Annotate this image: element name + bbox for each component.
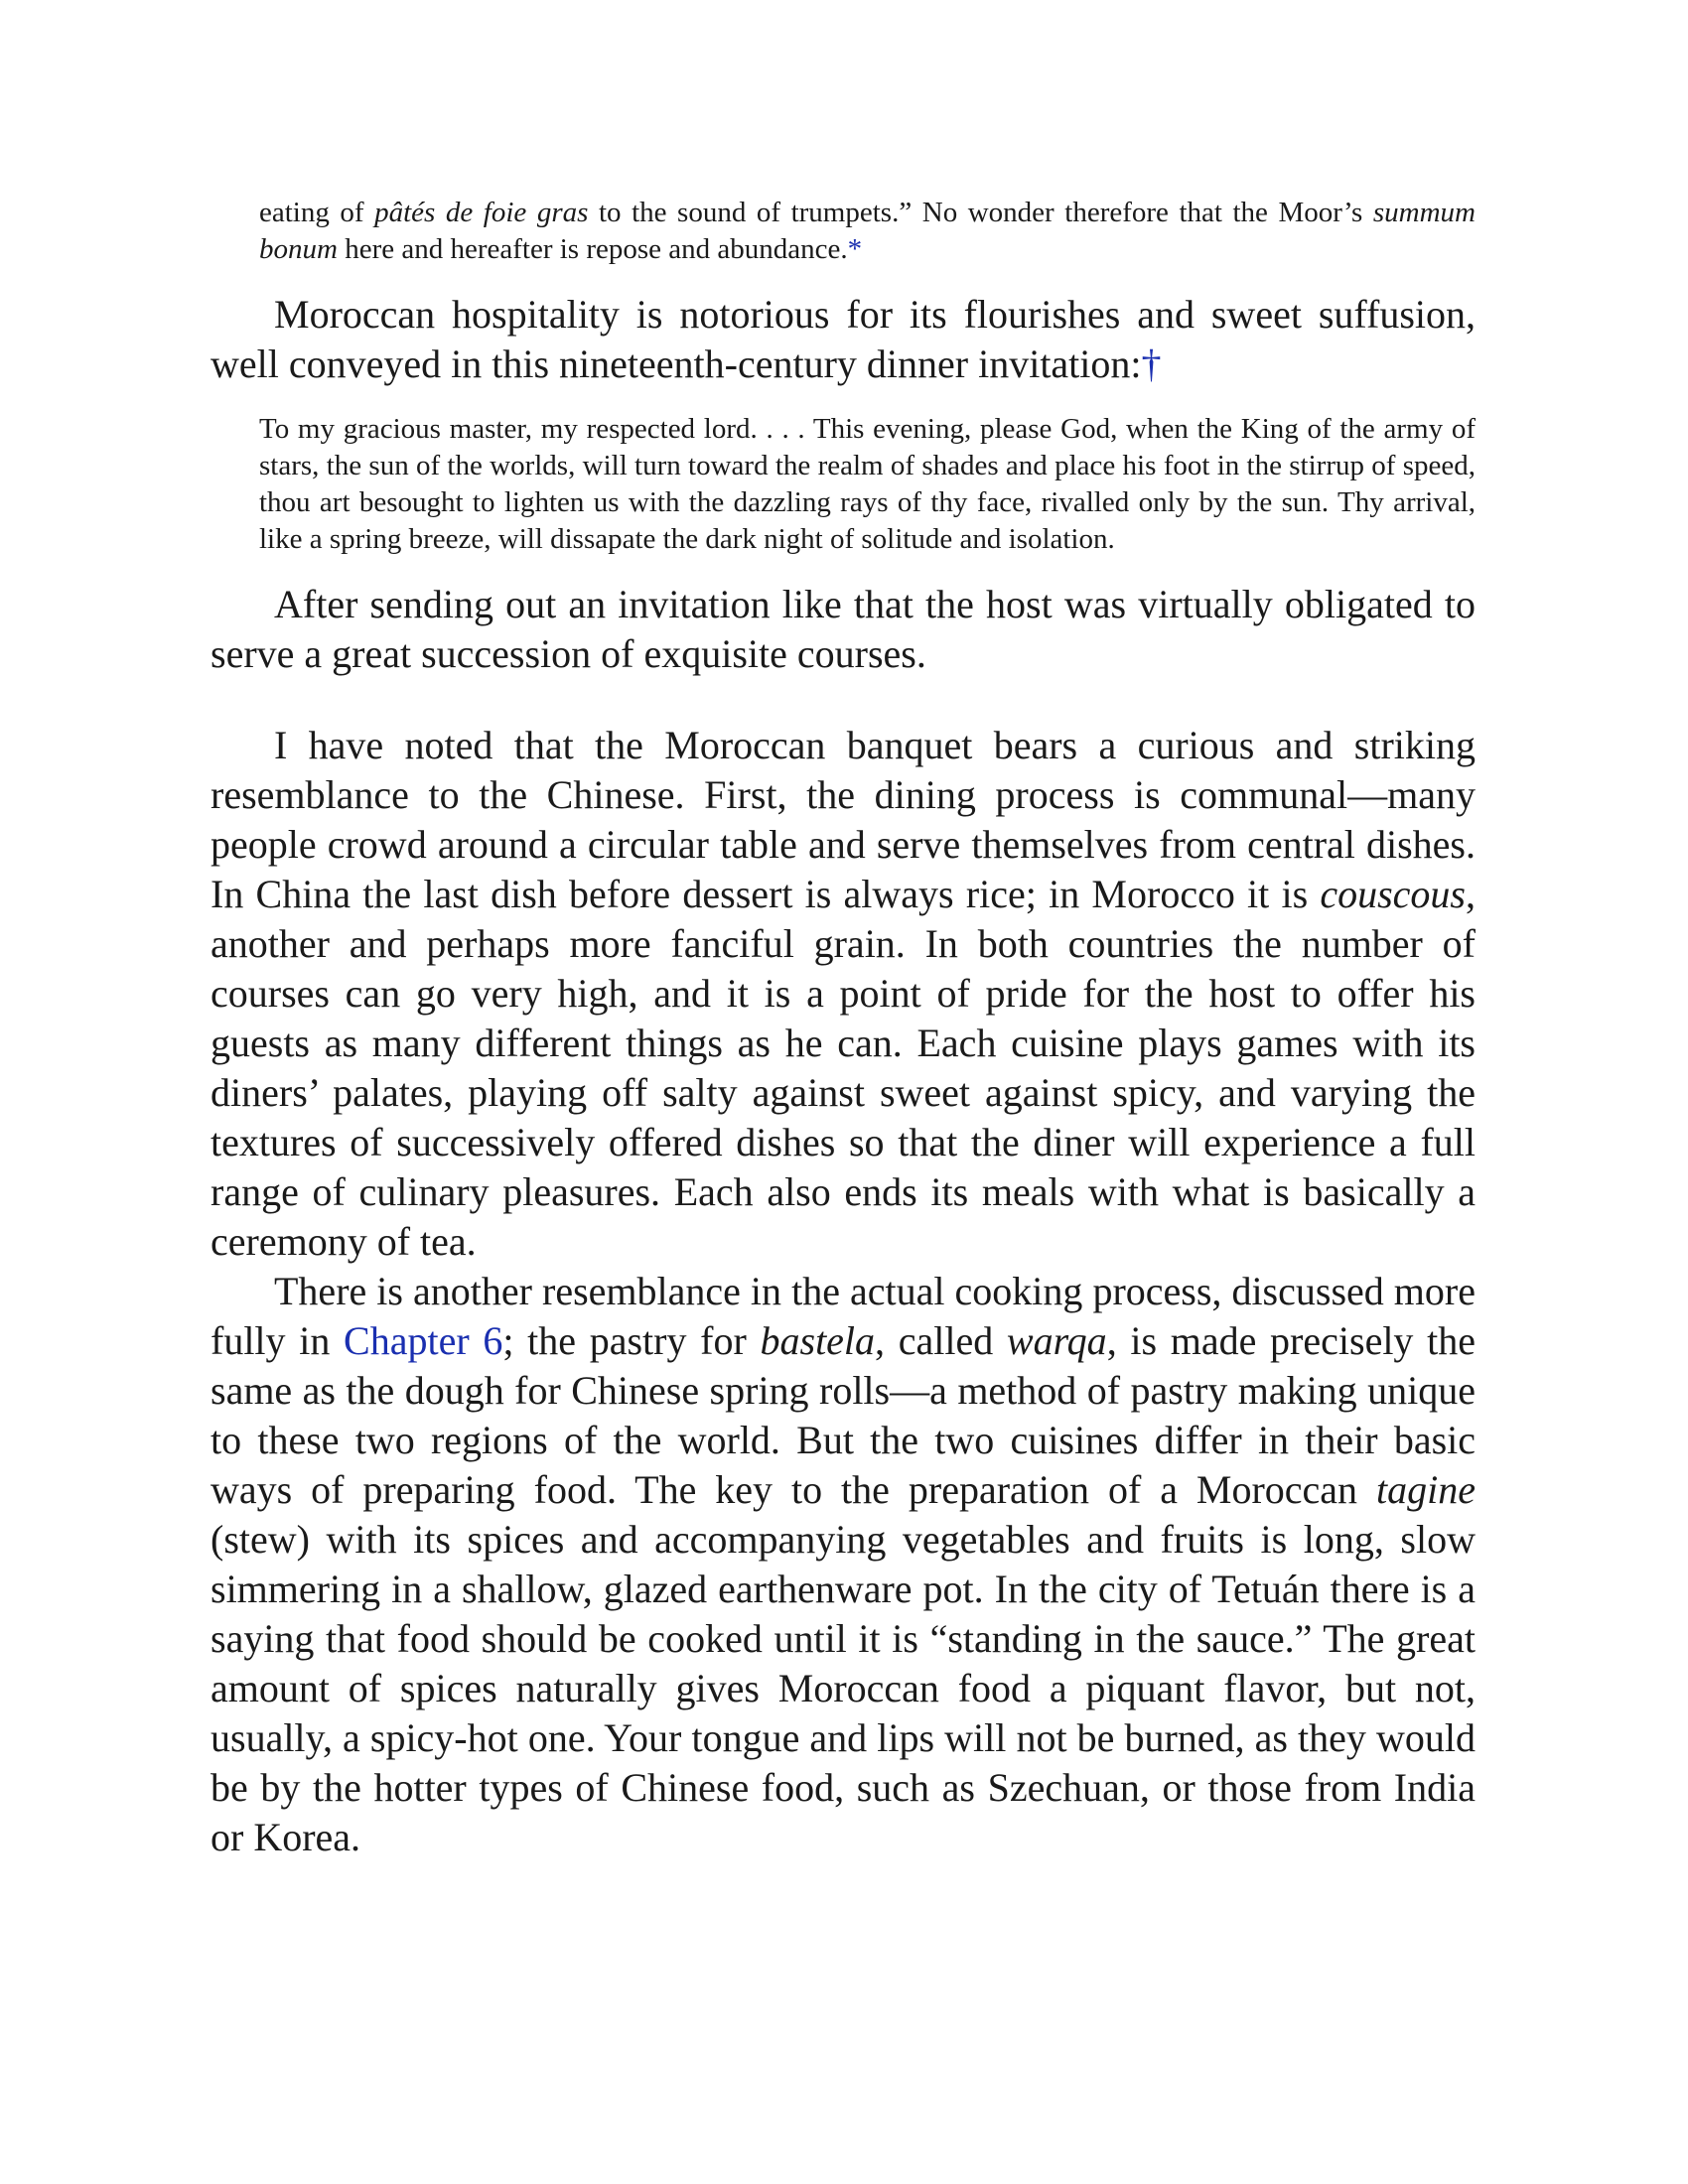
body-paragraph-cooking: There is another resemblance in the actual cooking process, discussed more fully in Chapter 6; the pastry for bastela, called warqa, is made precisely the same as the dough for Chinese spring rolls—a method of pastry making unique to these two regions of the world. But the two cuisines differ in their basic ways of preparing food. The key to the preparation of a Moroccan tagine (stew) with its spices and accompanying vegetables and fruits is long, slow simmering in a shallow, glazed earthenware pot. In the city of Tetuán there is a saying that food should be cooked until it is “standing in the sauce.” The great amount of spices naturally gives Moroccan food a piquant flavor, but not, usually, a spicy-hot one. Your tongue and lips will not be burned, as they would be by the hotter types of Chinese food, such as Szechuan, or those from India or Korea. — [211, 1269, 1476, 1859]
chapter-link[interactable]: Chapter 6 — [344, 1318, 503, 1363]
body-paragraph-invitation: After sending out an invitation like that the host was virtually obligated to serve a great succession of exquisite courses. — [211, 582, 1476, 676]
page-content — [211, 195, 1476, 1862]
body-paragraph-hospitality: Moroccan hospitality is notorious for its flourishes and sweet suffusion, well conveyed in this nineteenth-century dinner invitation:† — [211, 292, 1476, 386]
italic-phrase: tagine — [1376, 1467, 1476, 1512]
quote-paragraph: To my gracious master, my respected lord. . . . This evening, please God, when the King of the army of stars, the sun of the worlds, will turn toward the realm of shades and place his foot in the stirrup of speed, thou art besought to lighten us with the dazzling rays of thy face, rivalled only by the sun. Thy arrival, like a spring breeze, will dissapate the dark night of solitude and isolation. — [259, 413, 1476, 555]
body-paragraph-resemblance: I have noted that the Moroccan banquet bears a curious and striking resemblance to the Chinese. First, the dining process is communal—many people crowd around a circular table and serve themselves from central dishes. In China the last dish before dessert is always rice; in Morocco it is couscous, another and perhaps more fanciful grain. In both countries the number of courses can go very high, and it is a point of pride for the host to offer his guests as many different things as he can. Each cuisine plays games with its diners’ palates, playing off salty against sweet against spicy, and varying the textures of successively offered dishes so that the diner will experience a full range of culinary pleasures. Each also ends its meals with what is basically a ceremony of tea. There is another resemblance in the actual cooking process, discussed more fully in Chapter 6; the pastry for bastela, called warqa, is made precisely the same as the dough for Chinese spring rolls—a method of pastry making unique to these two regions of the world. But the two cuisines differ in their basic ways of preparing food. The key to the preparation of a Moroccan tagine (stew) with its spices and accompanying vegetables and fruits is long, slow simmering in a shallow, glazed earthenware pot. In the city of Tetuán there is a saying that food should be cooked until it is “standing in the sauce.” The great amount of spices naturally gives Moroccan food a piquant flavor, but not, usually, a spicy-hot one. Your tongue and lips will not be burned, as they would be by the hotter types of Chinese food, such as Szechuan, or those from India or Korea. — [211, 721, 1476, 1862]
footnote-link-dagger[interactable]: † — [1141, 341, 1162, 386]
italic-phrase: bastela — [760, 1318, 876, 1363]
italic-phrase: summum bonum — [259, 197, 1477, 265]
block-quote-continuation — [259, 195, 1476, 268]
italic-phrase: couscous — [1320, 872, 1466, 916]
italic-phrase: pâtés de foie gras — [374, 197, 589, 228]
block-quote-invitation — [259, 411, 1476, 558]
footnote-link-asterisk[interactable]: * — [847, 233, 863, 265]
quote-paragraph: eating of pâtés de foie gras to the sound of trumpets.” No wonder therefore that the Moor’s summum bonum here and hereafter is repose and abundance.* — [259, 197, 1477, 265]
italic-phrase: warqa — [1006, 1318, 1107, 1363]
